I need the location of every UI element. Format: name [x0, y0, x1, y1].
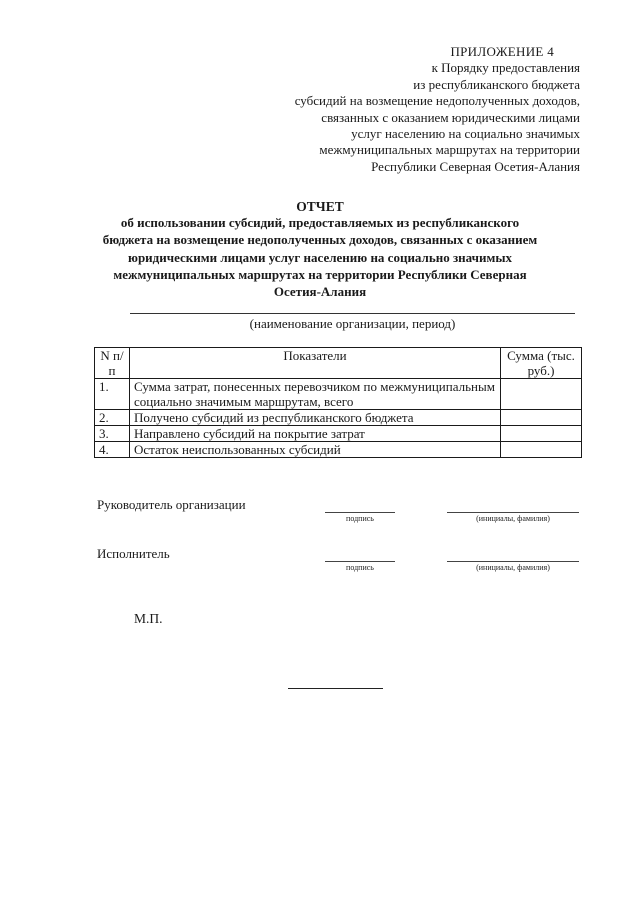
appendix-line: Республики Северная Осетия-Алания: [371, 158, 580, 174]
organization-caption: (наименование организации, период): [249, 316, 456, 331]
report-table: [94, 347, 582, 458]
head-signature-line[interactable]: [325, 512, 395, 513]
table-row: [95, 410, 582, 426]
bottom-divider: [288, 688, 383, 689]
row-value-cell[interactable]: [501, 410, 582, 426]
appendix-line: услуг населению на социально значимых: [351, 126, 580, 142]
row-label: Сумма затрат, понесенных перевозчиком по межмуниципальным социально значимым маршрутам, всего: [130, 379, 501, 410]
executor-signature-line[interactable]: [325, 561, 395, 562]
appendix-line: связанных с оказанием юридическими лицами: [321, 109, 580, 125]
row-num: 1.: [95, 379, 130, 410]
appendix-block: [220, 44, 580, 175]
stamp-place: М.П.: [134, 611, 163, 626]
head-label: Руководитель организации: [97, 497, 246, 512]
row-num: 3.: [95, 426, 130, 442]
report-subtitle: [85, 214, 555, 300]
row-value-cell[interactable]: [501, 379, 582, 410]
executor-signature-caption: подпись: [346, 563, 374, 572]
header-num: N п/п: [95, 348, 130, 379]
subtitle-line: бюджета на возмещение недополученных доходов, связанных с оказанием: [102, 232, 538, 248]
subtitle-line: Осетия-Алания: [273, 284, 367, 300]
report-title: ОТЧЕТ: [296, 199, 344, 214]
row-label: Получено субсидий из республиканского бюджета: [130, 410, 501, 426]
table-header-row: [95, 348, 582, 379]
row-num: 4.: [95, 442, 130, 458]
appendix-line: к Порядку предоставления: [431, 60, 580, 76]
executor-name-caption: (инициалы, фамилия): [476, 563, 550, 572]
table-row: [95, 442, 582, 458]
head-name-caption: (инициалы, фамилия): [476, 514, 550, 523]
head-name-line[interactable]: [447, 512, 579, 513]
appendix-line: межмуниципальных маршрутах на территории: [319, 142, 580, 158]
appendix-line: из республиканского бюджета: [413, 76, 580, 92]
subtitle-line: межмуниципальных маршрутах на территории Республики Северная: [113, 266, 527, 282]
table-row: [95, 379, 582, 410]
executor-label: Исполнитель: [97, 546, 170, 561]
header-indicator: Показатели: [130, 348, 501, 379]
table-row: [95, 426, 582, 442]
organization-fill-line: [130, 313, 575, 314]
row-label: Остаток неиспользованных субсидий: [130, 442, 501, 458]
row-label: Направлено субсидий на покрытие затрат: [130, 426, 501, 442]
appendix-line: субсидий на возмещение недополученных доходов,: [294, 93, 580, 109]
executor-name-line[interactable]: [447, 561, 579, 562]
subtitle-line: об использовании субсидий, предоставляемых из республиканского: [120, 215, 520, 230]
subtitle-line: юридическими лицами услуг населению на социально значимых: [128, 249, 512, 265]
row-num: 2.: [95, 410, 130, 426]
row-value-cell[interactable]: [501, 442, 582, 458]
head-signature-caption: подпись: [346, 514, 374, 523]
row-value-cell[interactable]: [501, 426, 582, 442]
appendix-title: ПРИЛОЖЕНИЕ 4: [450, 44, 554, 59]
header-sum: Сумма (тыс. руб.): [501, 348, 582, 379]
